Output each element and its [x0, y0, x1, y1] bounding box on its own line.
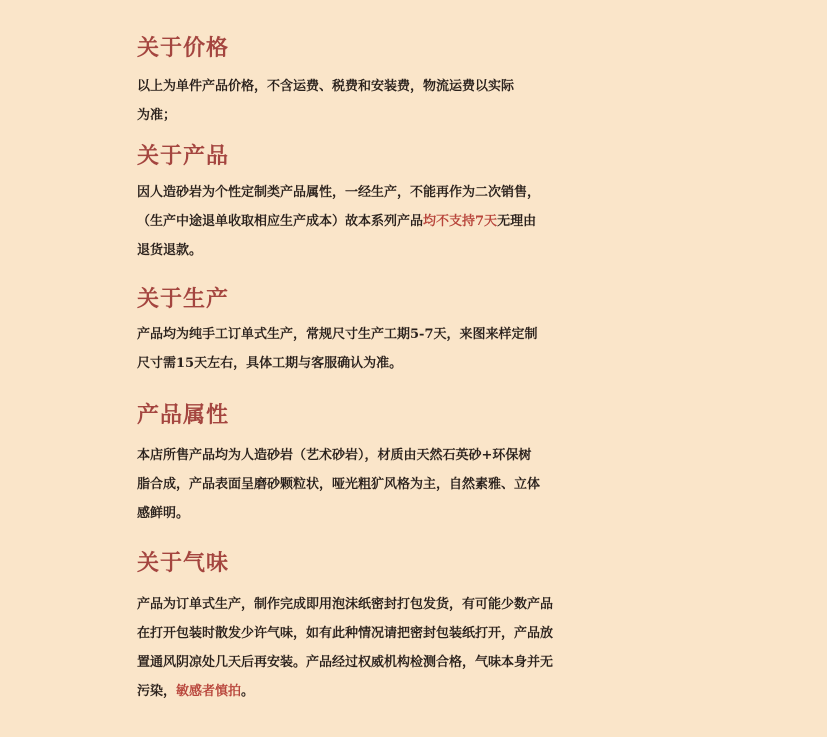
- section-text-attributes: [137, 441, 540, 528]
- text-line: 在打开包装时散发少许气味，如有此种情况请把密封包装纸打开，产品放: [137, 626, 554, 641]
- text-line: 以上为单件产品价格，不含运费、税费和安装费，物流运费以实际: [137, 79, 515, 94]
- section-text-product: [137, 178, 540, 265]
- text-line: [137, 207, 540, 236]
- text-line: 脂合成，产品表面呈磨砂颗粒状，哑光粗犷风格为主，自然素雅、立体: [137, 477, 541, 492]
- text-segment: （生产中途退单收取相应生产成本）故本系列产品: [137, 214, 424, 229]
- text-line: [137, 677, 553, 706]
- text-segment: 污染，: [137, 684, 177, 699]
- text-segment: 无理由: [497, 214, 537, 229]
- section-heading-product: 关于产品: [137, 143, 230, 169]
- text-line: 退货退款。: [137, 243, 203, 258]
- section-heading-price: 关于价格: [137, 35, 230, 61]
- text-line: 为准；: [137, 108, 177, 123]
- text-line: 尺寸需15天左右，具体工期与客服确认为准。: [137, 356, 403, 371]
- highlight-sensitive-warning: 敏感者慎拍: [176, 684, 242, 699]
- text-line: 置通风阴凉处几天后再安装。产品经过权威机构检测合格，气味本身并无: [137, 655, 554, 670]
- section-heading-odor: 关于气味: [137, 550, 230, 576]
- section-text-price: [137, 72, 514, 130]
- section-heading-production: 关于生产: [137, 286, 230, 312]
- section-heading-attributes: 产品属性: [137, 402, 230, 428]
- highlight-no-7-day-return: 均不支持7天: [423, 214, 498, 229]
- text-line: 本店所售产品均为人造砂岩（艺术砂岩），材质由天然石英砂+环保树: [137, 448, 532, 463]
- section-text-odor: [137, 590, 553, 706]
- text-line: 产品均为纯手工订单式生产，常规尺寸生产工期5-7天，来图来样定制: [137, 327, 538, 342]
- text-line: 感鲜明。: [137, 506, 190, 521]
- text-line: 因人造砂岩为个性定制类产品属性，一经生产，不能再作为二次销售，: [137, 185, 541, 200]
- text-line: 产品为订单式生产，制作完成即用泡沫纸密封打包发货，有可能少数产品: [137, 597, 554, 612]
- section-text-production: [137, 320, 538, 378]
- text-segment: 。: [241, 684, 255, 699]
